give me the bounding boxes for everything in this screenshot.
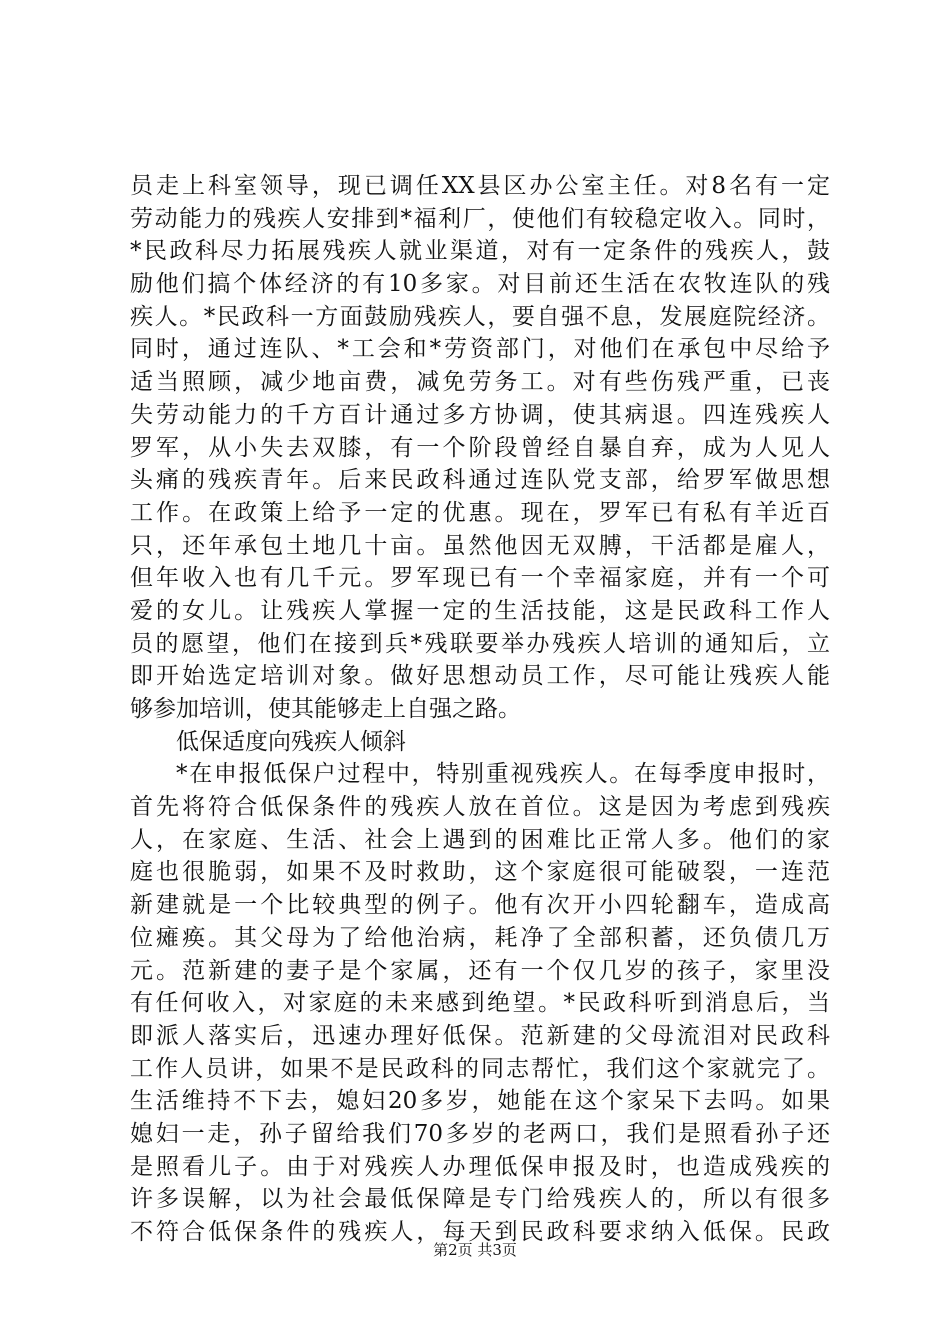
- page-footer: 第2页 共3页: [433, 1241, 517, 1259]
- paragraph: [130, 170, 830, 726]
- text-line: 人，在家庭、生活、社会上遇到的困难比正常人多。他们的家: [130, 826, 830, 853]
- text-line: 新建就是一个比较典型的例子。他有次开小四轮翻车，造成高: [130, 892, 830, 919]
- text-line: 劳动能力的残疾人安排到*福利厂，使他们有较稳定收入。同时，: [130, 205, 830, 232]
- text-line: 工作人员讲，如果不是民政科的同志帮忙，我们这个家就完了。: [130, 1055, 830, 1082]
- text-line: 只，还年承包土地几十亩。虽然他因无双膊，干活都是雇人，: [130, 532, 830, 559]
- text-line: 庭也很脆弱，如果不及时救助，这个家庭很可能破裂，一连范: [130, 859, 830, 886]
- text-line: 罗军，从小失去双膝，有一个阶段曾经自暴自弃，成为人见人: [130, 434, 830, 461]
- text-line: 即开始选定培训对象。做好思想动员工作，尽可能让残疾人能: [130, 663, 830, 690]
- text-line: 爱的女儿。让残疾人掌握一定的生活技能，这是民政科工作人: [130, 597, 830, 624]
- text-line: 即派人落实后，迅速办理好低保。范新建的父母流泪对民政科: [130, 1022, 830, 1049]
- body-text: [130, 170, 830, 1249]
- text-line: 生活维持不下去，媳妇20多岁，她能在这个家呆下去吗。如果: [130, 1088, 830, 1115]
- text-line: 工作。在政策上给予一定的优惠。现在，罗军已有私有羊近百: [130, 499, 830, 526]
- text-line: 失劳动能力的千方百计通过多方协调，使其病退。四连残疾人: [130, 401, 830, 428]
- text-line: 同时，通过连队、*工会和*劳资部门，对他们在承包中尽给予: [130, 336, 830, 363]
- text-line: 适当照顾，减少地亩费，减免劳务工。对有些伤残严重，已丧: [130, 369, 830, 396]
- text-line: 不符合低保条件的残疾人，每天到民政科要求纳入低保。民政: [130, 1219, 830, 1245]
- text-line: 励他们搞个体经济的有10多家。对目前还生活在农牧连队的残: [130, 271, 830, 298]
- text-line: 是照看儿子。由于对残疾人办理低保申报及时，也造成残疾的: [130, 1153, 830, 1180]
- paragraph: [130, 758, 830, 1248]
- text-line: 位瘫痪。其父母为了给他治病，耗净了全部积蓄，还负债几万: [130, 924, 830, 951]
- text-line: *在申报低保户过程中，特别重视残疾人。在每季度申报时，: [176, 761, 830, 788]
- text-line: *民政科尽力拓展残疾人就业渠道，对有一定条件的残疾人，鼓: [130, 238, 830, 265]
- text-line: 媳妇一走，孙子留给我们70多岁的老两口，我们是照看孙子还: [130, 1120, 830, 1147]
- text-line: 首先将符合低保条件的残疾人放在首位。这是因为考虑到残疾: [130, 794, 830, 821]
- text-line: 头痛的残疾青年。后来民政科通过连队党支部，给罗军做思想: [130, 467, 830, 494]
- text-line: 有任何收入，对家庭的未来感到绝望。*民政科听到消息后，当: [130, 990, 830, 1017]
- text-line: 员走上科室领导，现已调任XX县区办公室主任。对8名有一定: [130, 173, 830, 199]
- section-heading: 低保适度向残疾人倾斜: [176, 728, 406, 755]
- text-line: 元。范新建的妻子是个家属，还有一个仅几岁的孩子，家里没: [130, 957, 830, 984]
- text-line: 员的愿望，他们在接到兵*残联要举办残疾人培训的通知后，立: [130, 630, 830, 657]
- text-line: 许多误解，以为社会最低保障是专门给残疾人的，所以有很多: [130, 1186, 830, 1213]
- text-line: 但年收入也有几千元。罗军现已有一个幸福家庭，并有一个可: [130, 565, 830, 592]
- text-line: 够参加培训，使其能够走上自强之路。: [130, 696, 521, 722]
- text-line: 疾人。*民政科一方面鼓励残疾人，要自强不息，发展庭院经济。: [130, 303, 830, 330]
